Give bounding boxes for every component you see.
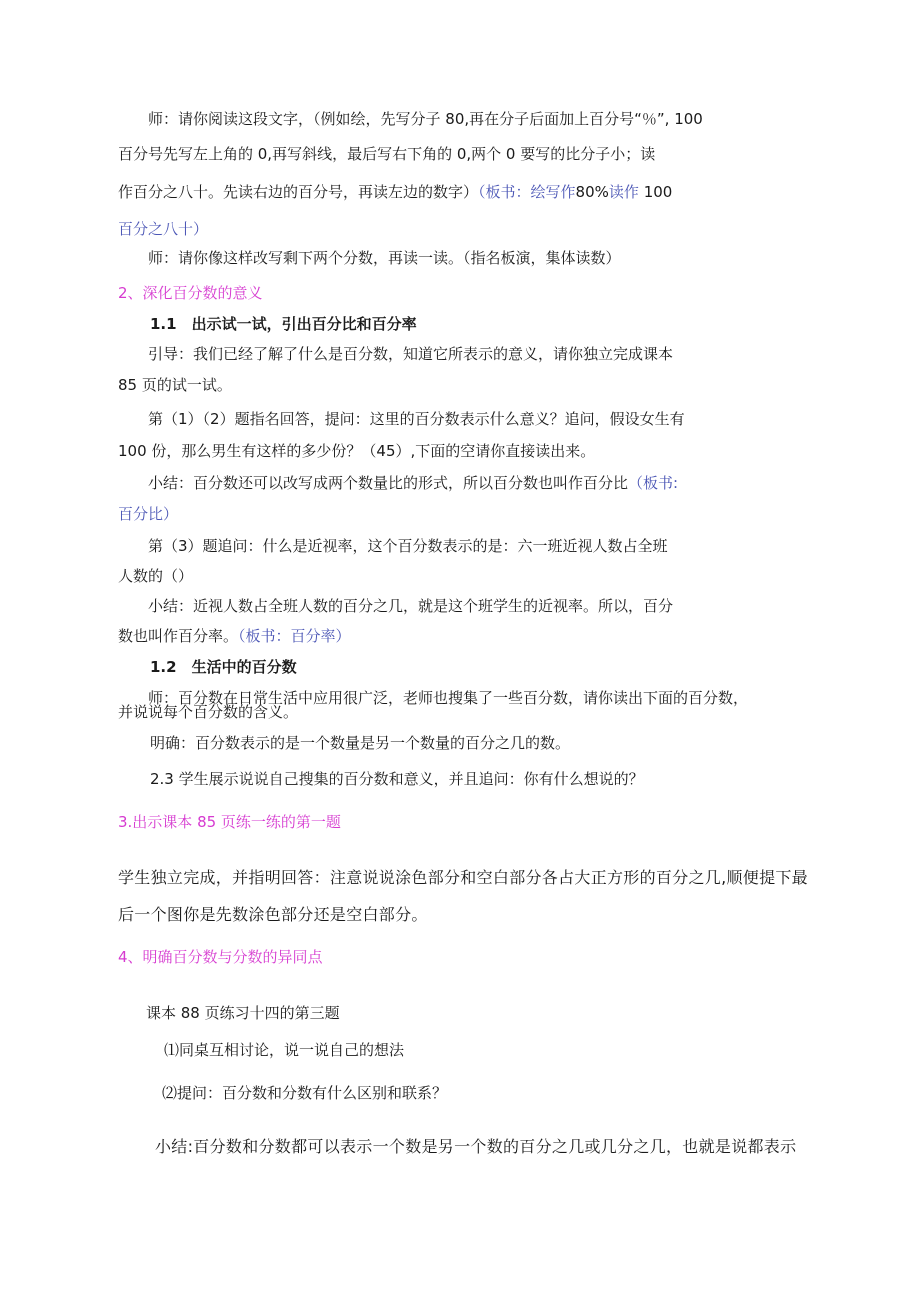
item-2-3: 2.3 学生展示说说自己搜集的百分数和意义，并且追问：你有什么想说的？ xyxy=(150,770,644,788)
summary1-line1 xyxy=(148,473,678,493)
section4-line2: ⑴同桌互相讨论，说一说自己的想法 xyxy=(164,1041,405,1059)
guide-line1: 引导：我们已经了解了什么是百分数，知道它所表示的意义，请你独立完成课本 xyxy=(148,345,674,363)
board-value: 80% xyxy=(575,183,609,201)
section3-line1: 学生独立完成，并指明回答：注意说说涂色部分和空白部分各占大正方形的百分之几,顺便提下最 xyxy=(118,868,808,887)
section4-line4: 小结:百分数和分数都可以表示一个数是另一个数的百分之几或几分之几，也就是说都表示 xyxy=(155,1137,797,1156)
summary2-line2 xyxy=(118,626,351,646)
summary1-board-open: （板书: xyxy=(628,474,679,492)
section4-heading: 4、明确百分数与分数的异同点 xyxy=(118,948,323,966)
para1-line3-text: 作百分之八十。先读右边的百分号，再读左边的数字） xyxy=(118,183,479,201)
board-write-label: 写作 xyxy=(545,183,576,201)
para2: 师：请你像这样改写剩下两个分数，再读一读。（指名板演，集体读数） xyxy=(148,249,621,267)
summary1-board: 百分比） xyxy=(118,505,179,523)
para1-line2: 百分号先写左上角的 0,再写斜线，最后写右下角的 0,两个 0 要写的比分子小；读 xyxy=(118,145,656,163)
subsection-1-1: 1.1 出示试一试，引出百分比和百分率 xyxy=(150,315,417,333)
teacher-line2: 并说说每个百分数的含义。 xyxy=(118,703,299,721)
board-number: 100 xyxy=(643,183,673,201)
question-line1: 第（1）（2）题指名回答，提问：这里的百分数表示什么意义？追问，假设女生有 xyxy=(148,410,685,428)
summary1-text: 小结：百分数还可以改写成两个数量比的形式，所以百分数也叫作百分比 xyxy=(148,474,629,492)
question3-line1: 第（3）题追问：什么是近视率，这个百分数表示的是：六一班近视人数占全班 xyxy=(148,537,668,555)
subsection-1-2: 1.2 生活中的百分数 xyxy=(150,658,297,676)
board-note-open: （板书：绘 xyxy=(478,183,546,201)
para1-line4-board: 百分之八十） xyxy=(118,220,209,238)
section4-line1: 课本 88 页练习十四的第三题 xyxy=(146,1004,340,1022)
summary2-board: （板书：百分率） xyxy=(238,627,351,645)
summary2-line1: 小结：近视人数占全班人数的百分之几，就是这个班学生的近视率。所以，百分 xyxy=(148,597,674,615)
section3-line2: 后一个图你是先数涂色部分还是空白部分。 xyxy=(118,905,428,924)
guide-line2: 85 页的试一试。 xyxy=(118,376,232,394)
board-read-label: 读作 xyxy=(608,183,639,201)
question-line2: 100 份，那么男生有这样的多少份？（45）,下面的空请你直接读出来。 xyxy=(118,442,596,460)
teacher-line1: 师：百分数在日常生活中应用很广泛，老师也搜集了一些百分数，请你读出下面的百分数， xyxy=(148,689,749,707)
summary2-text: 数也叫作百分率。 xyxy=(118,627,239,645)
section2-heading: 2、深化百分数的意义 xyxy=(118,284,263,302)
para1-line1: 师：请你阅读这段文字，（例如绘，先写分子 80,再在分子后面加上百分号“％”, 100 xyxy=(148,110,703,128)
section3-heading: 3.出示课本 85 页练一练的第一题 xyxy=(118,813,341,831)
clarify: 明确：百分数表示的是一个数量是另一个数量的百分之几的数。 xyxy=(150,734,571,752)
question3-line2: 人数的（） xyxy=(118,567,194,585)
para1-line3 xyxy=(118,182,672,202)
section4-line3: ⑵提问：百分数和分数有什么区别和联系？ xyxy=(162,1084,448,1102)
